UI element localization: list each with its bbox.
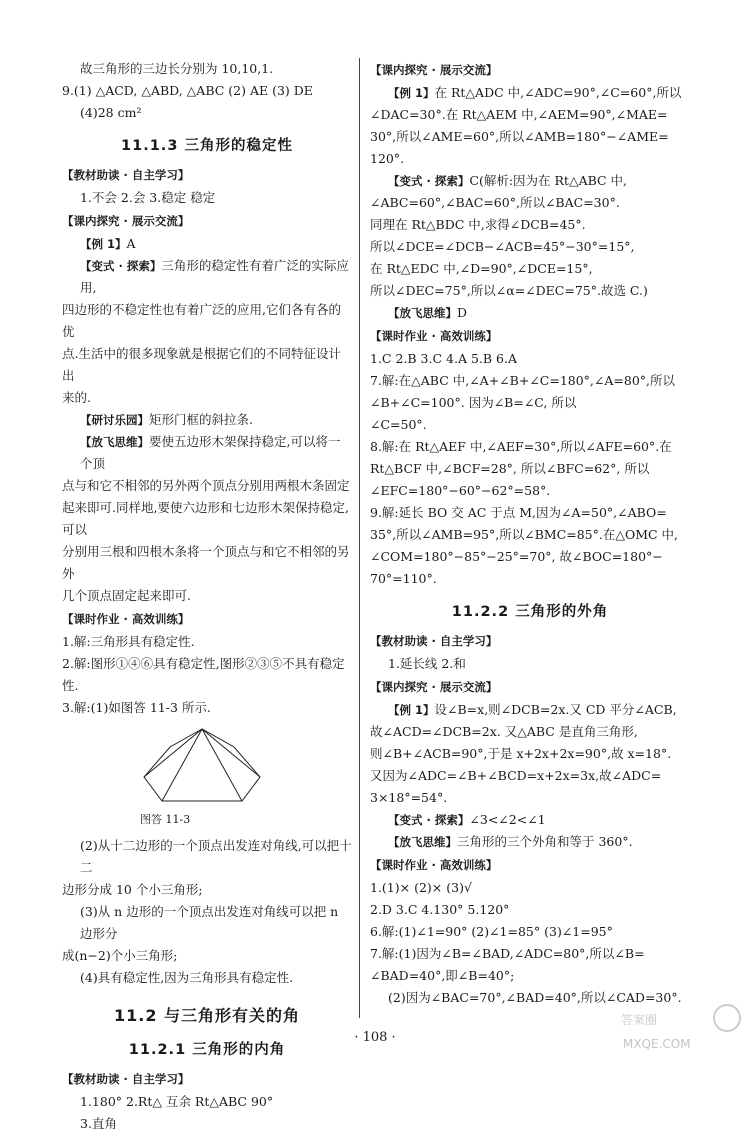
text-line: 2.解:图形①④⑥具有稳定性,图形②③⑤不具有稳定性. xyxy=(62,656,345,693)
text-line: 所以∠DCE=∠DCB−∠ACB=45°−30°=15°, xyxy=(370,239,635,254)
text-line: 设∠B=x,则∠DCB=2x.又 CD 平分∠ACB, xyxy=(434,702,677,717)
item-tag: 【放飞思维】 xyxy=(388,835,457,849)
text-line: 7.解:在△ABC 中,∠A+∠B+∠C=180°,∠A=80°,所以 xyxy=(370,373,676,388)
text-line: 3.解:(1)如图答 11-3 所示. xyxy=(62,700,211,715)
text-line: 起来即可.同样地,要使六边形和七边形木架保持稳定,可以 xyxy=(62,500,349,537)
polygon-diagram xyxy=(102,725,302,805)
block-heading: 【课时作业 · 高效训练】 xyxy=(370,329,498,343)
item-tag: 【变式 · 探索】 xyxy=(388,813,470,827)
text-line: 成(n−2)个小三角形; xyxy=(62,948,178,963)
text-line: 1.180° 2.Rt△ 互余 Rt△ABC 90° xyxy=(80,1094,274,1109)
item-tag: 【放飞思维】 xyxy=(388,306,457,320)
block-heading: 【教材助读 · 自主学习】 xyxy=(62,1072,190,1086)
text-line: 30°,所以∠AME=60°,所以∠AMB=180°−∠AME= xyxy=(370,129,669,144)
figure-caption: 图答 11-3 xyxy=(140,813,191,826)
section-heading: 11.2.1 三角形的内角 xyxy=(128,1042,286,1058)
text-line: 7.解:(1)因为∠B=∠BAD,∠ADC=80°,所以∠B= xyxy=(370,946,645,961)
block-heading: 【课时作业 · 高效训练】 xyxy=(370,858,498,872)
text-line: ∠ABC=60°,∠BAC=60°,所以∠BAC=30°. xyxy=(370,195,620,210)
watermark-ring-icon xyxy=(714,1005,740,1031)
text-line: 故三角形的三边长分别为 10,10,1. xyxy=(80,61,274,76)
text-line: 3×18°=54°. xyxy=(370,790,448,805)
left-column xyxy=(62,58,352,1135)
text-line: A xyxy=(126,236,136,251)
section-heading: 11.1.3 三角形的稳定性 xyxy=(121,138,293,154)
item-tag: 【放飞思维】 xyxy=(80,435,149,449)
text-line: 1.不会 2.会 3.稳定 稳定 xyxy=(80,190,216,205)
watermark-logo xyxy=(615,1000,745,1056)
text-line: (4)28 cm² xyxy=(80,105,142,120)
text-line: ∠3<∠2<∠1 xyxy=(469,812,546,827)
text-line: 同理在 Rt△BDC 中,求得∠DCB=45°. xyxy=(370,217,586,232)
watermark-url: MXQE.COM xyxy=(623,1037,691,1051)
text-line: 9.(1) △ACD, △ABD, △ABC (2) AE (3) DE xyxy=(62,83,313,98)
block-heading: 【课内探究 · 展示交流】 xyxy=(62,214,190,228)
block-heading: 【课内探究 · 展示交流】 xyxy=(370,680,498,694)
text-line: (3)从 n 边形的一个顶点出发连对角线可以把 n 边形分 xyxy=(80,904,339,941)
text-line: 四边形的不稳定性也有着广泛的应用,它们各有各的优 xyxy=(62,302,341,339)
text-line: (2)从十二边形的一个顶点出发连对角线,可以把十二 xyxy=(80,838,352,875)
text-line: 35°,所以∠AMB=95°,所以∠BMC=85°.在△OMC 中, xyxy=(370,527,679,542)
text-line: ∠B+∠C=100°. 因为∠B=∠C, 所以 xyxy=(370,395,577,410)
section-heading: 11.2.2 三角形的外角 xyxy=(451,604,609,620)
text-line: 9.解:延长 BO 交 AC 于点 M,因为∠A=50°,∠ABO= xyxy=(370,505,667,520)
text-line: 边形分成 10 个小三角形; xyxy=(62,882,203,897)
item-tag: 【例 1】 xyxy=(80,237,127,251)
text-line: 分别用三根和四根木条将一个顶点与和它不相邻的另外 xyxy=(62,544,350,581)
text-line: 故∠ACD=∠DCB=2x. 又△ABC 是直角三角形, xyxy=(370,724,638,739)
item-tag: 【变式 · 探索】 xyxy=(388,174,470,188)
watermark-text: 答案圈 xyxy=(621,1013,658,1027)
text-line: 6.解:(1)∠1=90° (2)∠1=85° (3)∠1=95° xyxy=(370,924,613,939)
text-line: 点与和它不相邻的另外两个顶点分别用两根木条固定 xyxy=(62,478,350,493)
text-line: (2)因为∠BAC=70°,∠BAD=40°,所以∠CAD=30°. xyxy=(388,990,682,1005)
text-line: 8.解:在 Rt△AEF 中,∠AEF=30°,所以∠AFE=60°.在 xyxy=(370,439,672,454)
text-line: ∠EFC=180°−60°−62°=58°. xyxy=(370,483,551,498)
text-line: D xyxy=(457,305,468,320)
text-line: 所以∠DEC=75°,所以∠α=∠DEC=75°.故选 C.) xyxy=(370,283,648,298)
right-column xyxy=(370,58,690,1009)
item-tag: 【例 1】 xyxy=(388,86,435,100)
text-line: 120°. xyxy=(370,151,405,166)
text-line: 1.延长线 2.和 xyxy=(388,656,466,671)
text-line: ∠COM=180°−85°−25°=70°, 故∠BOC=180°− xyxy=(370,549,663,564)
text-line: (4)具有稳定性,因为三角形具有稳定性. xyxy=(80,970,294,985)
section-heading: 11.2 与三角形有关的角 xyxy=(113,1006,301,1025)
text-line: ∠DAC=30°.在 Rt△AEM 中,∠AEM=90°,∠MAE= xyxy=(370,107,668,122)
text-line: 在 Rt△EDC 中,∠D=90°,∠DCE=15°, xyxy=(370,261,593,276)
block-heading: 【教材助读 · 自主学习】 xyxy=(370,634,498,648)
text-line: 1.解:三角形具有稳定性. xyxy=(62,634,195,649)
text-line: 来的. xyxy=(62,390,91,405)
block-heading: 【教材助读 · 自主学习】 xyxy=(62,168,190,182)
octagon-figure xyxy=(102,725,352,809)
text-line: 在 Rt△ADC 中,∠ADC=90°,∠C=60°,所以 xyxy=(434,85,682,100)
text-line: 1.(1)× (2)× (3)√ xyxy=(370,880,472,895)
text-line: 矩形门框的斜拉条. xyxy=(149,412,253,427)
column-divider xyxy=(359,58,360,1018)
text-line: 又因为∠ADC=∠B+∠BCD=x+2x=3x,故∠ADC= xyxy=(370,768,662,783)
item-tag: 【变式 · 探索】 xyxy=(80,259,162,273)
text-line: 2.D 3.C 4.130° 5.120° xyxy=(370,902,510,917)
text-line: 三角形的稳定性有着广泛的实际应用, xyxy=(80,258,349,295)
text-line: 要使五边形木架保持稳定,可以将一个顶 xyxy=(80,434,341,471)
text-line: 三角形的三个外角和等于 360°. xyxy=(457,834,633,849)
text-line: Rt△BCF 中,∠BCF=28°, 所以∠BFC=62°, 所以 xyxy=(370,461,650,476)
item-tag: 【例 1】 xyxy=(388,703,435,717)
block-heading: 【课内探究 · 展示交流】 xyxy=(370,63,498,77)
text-line: 点.生活中的很多现象就是根据它们的不同特征设计出 xyxy=(62,346,341,383)
text-line: 则∠B+∠ACB=90°,于是 x+2x+2x=90°,故 x=18°. xyxy=(370,746,672,761)
item-tag: 【研讨乐园】 xyxy=(80,413,149,427)
block-heading: 【课时作业 · 高效训练】 xyxy=(62,612,190,626)
text-line: 70°=110°. xyxy=(370,571,437,586)
text-line: 3.直角 xyxy=(80,1116,117,1131)
text-line: ∠C=50°. xyxy=(370,417,427,432)
text-line: 1.C 2.B 3.C 4.A 5.B 6.A xyxy=(370,351,517,366)
page-number: · 108 · xyxy=(354,1030,396,1045)
text-line: C(解析:因为在 Rt△ABC 中, xyxy=(469,173,628,188)
text-line: ∠BAD=40°,即∠B=40°; xyxy=(370,968,515,983)
text-line: 几个顶点固定起来即可. xyxy=(62,588,191,603)
